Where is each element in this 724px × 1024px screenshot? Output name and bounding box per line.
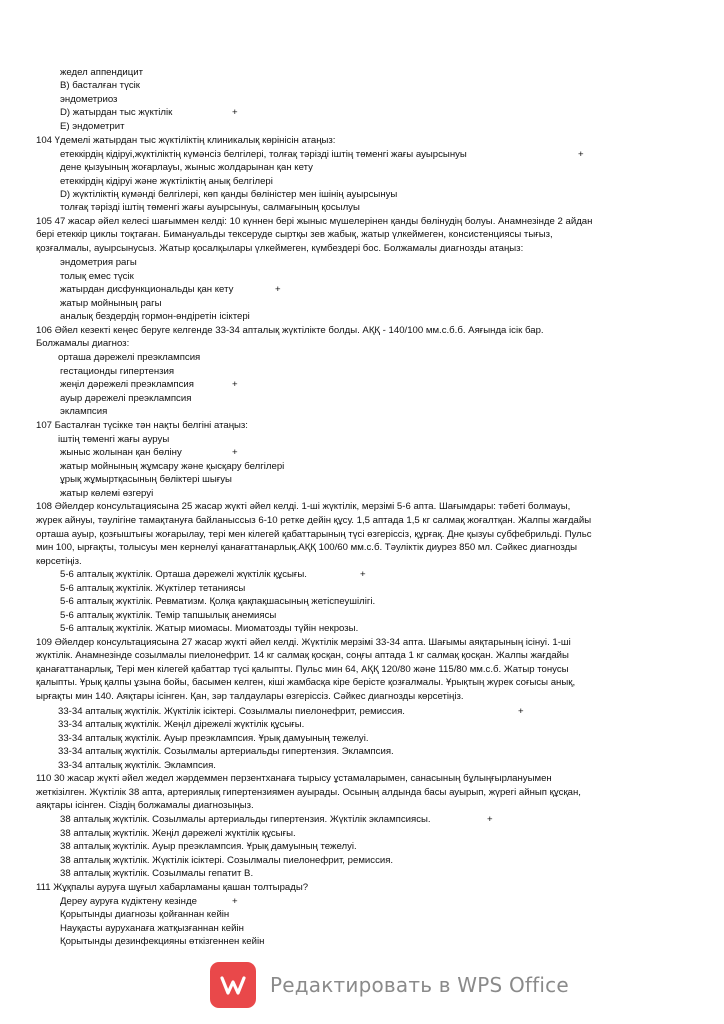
- text-line: ырғақты мин 140. Аяқтары ісінген. Қан, зәр талдаулары өзгеріссіз. Сәйкес диагнозды көрсетіңіз.: [36, 691, 464, 702]
- question-text: 109 Әйелдер консультациясына 27 жасар жүкті әйел келді. Жүктілік мерзімі 33-34 апта. Шағымы аяқтарының ісінуі. 1-ші: [36, 637, 571, 648]
- text-line: қалыпты. Ұрық қалпы ұзына бойы, басымен келген, кіші жамбасқа кіре берісте қозғалмалы. Ұрықтың жүрек соғысы анық,: [36, 677, 576, 688]
- text-line: эндометрия рагы: [60, 257, 137, 268]
- text-line: 38 апталық жүктілік. Жүктілік ісіктері. Созылмалы пиелонефрит, ремиссия.: [60, 855, 394, 866]
- text-line: жыныс жолынан қан бөліну: [60, 447, 182, 458]
- text-line: D) жүктіліктің күмәнді белгілері, көп қанды бөліністер мен ішінің ауырсынуы: [60, 189, 398, 200]
- text-line: Қорытынды диагнозы қойғаннан кейін: [60, 909, 230, 920]
- text-line: жүктілік. Анамнезінде созылмалы пиелонефрит. 14 кг салмақ қосқан, соңғы аптада 1 кг салмақ қосқан. Жалпы жағдайы: [36, 650, 569, 661]
- question-text: 107 Басталған түсікке тән нақты белгіні атаңыз:: [36, 420, 248, 431]
- text-line: 38 апталық жүктілік. Созылмалы гепатит В.: [60, 868, 254, 879]
- correct-answer-mark: +: [232, 447, 238, 458]
- text-line: D) жатырдан тыс жүктілік: [60, 107, 173, 118]
- text-line: 33-34 апталық жүктілік. Созылмалы артериальды гипертензия. Эклампсия.: [58, 746, 394, 757]
- correct-answer-mark: +: [275, 284, 281, 295]
- correct-answer-mark: +: [360, 569, 366, 580]
- text-line: 38 апталық жүктілік. Созылмалы артериальды гипертензия. Жүктілік эклампсиясы.: [60, 814, 431, 825]
- text-line: 5-6 апталық жүктілік. Ревматизм. Қолқа қақпақшасының жетіспеушілігі.: [60, 596, 376, 607]
- text-line: 38 апталық жүктілік. Ауыр преэклампсия. Ұрық дамуының тежелуі.: [60, 841, 357, 852]
- correct-answer-mark: +: [487, 814, 493, 825]
- text-line: етеккірдің кідіруі және жүктіліктің анық белгілері: [60, 176, 273, 187]
- question-text: 111 Жұқпалы ауруға шұғыл хабарламаны қашан толтырады?: [36, 882, 309, 893]
- text-line: орташа ауыр, қозғыштығы жоғарылау, тері мен кілегей қабаттарының түсі өзгеріссіз, құрғақ. Дне қызуы субфебрильді. Пульс: [36, 529, 592, 540]
- text-line: 38 апталық жүктілік. Жеңіл дәрежелі жүктілік құсығы.: [60, 828, 296, 839]
- text-line: 5-6 апталық жүктілік. Жатыр миомасы. Миоматозды түйін некрозы.: [60, 623, 359, 634]
- text-line: етеккірдің кідіруі,жүктіліктің күмәнсіз белгілері, толғақ тәрізді іштің төменгі жағы ауырсынуы: [60, 149, 467, 160]
- text-line: жеткізілген. Жүктілік 38 апта, артериялық гипертензиямен ауырады. Осының алдында басы ауырып, жүрегі айнып құсқан,: [36, 787, 581, 798]
- text-line: гестационды гипертензия: [60, 366, 175, 377]
- text-line: жатыр көлемі өзгеруі: [60, 488, 154, 499]
- text-line: жүрек айнуы, тәулігіне тамақтануға байланыссыз 6-10 ретке дейін құсу. 1,5 аптада 1,5 кг салмақ жоғалтқан. Жалпы жағдайы: [36, 515, 592, 526]
- text-line: аяқтары ісінген. Сіздің болжамалы диагнозыңыз.: [36, 800, 254, 811]
- text-line: толық емес түсік: [60, 271, 134, 282]
- correct-answer-mark: +: [578, 149, 584, 160]
- text-line: Қорытынды дезинфекцияны өткізгеннен кейін: [60, 936, 265, 947]
- question-text: 106 Әйел кезекті кеңес беруге келгенде 33-34 апталық жүктілікте болды. АҚҚ - 140/100 мм.с.б.б. Аяғында ісік бар.: [36, 325, 544, 336]
- text-line: ұрық жұмыртқасының бөліктері шығуы: [60, 474, 232, 485]
- question-text: 105 47 жасар әйел келесі шағыммен келді: 10 күннен бері жыныс мүшелерінен қанды бөлінудің болуы. Анамнезінде 2 айдан: [36, 216, 593, 227]
- text-line: Дереу ауруға күдіктену кезінде: [60, 896, 197, 907]
- text-line: жатыр мойнының жұмсару және қысқару белгілері: [60, 461, 285, 472]
- text-line: қанағаттанарлық, Тері мен кілегей қабаттар түсі қалыпты. Пульс мин 64, АҚҚ 120/80 және 115/80 мм.с.б. Жатыр тонусы: [36, 664, 569, 675]
- text-line: аналық бездердің гормон-өндіретін ісіктері: [60, 311, 250, 322]
- text-line: іштің төменгі жағы ауруы: [58, 434, 170, 445]
- text-line: 33-34 апталық жүктілік. Жеңіл дірежелі жүктілік құсығы.: [58, 719, 305, 730]
- text-line: мин 100, ырғақты, толысуы мен кернелуі қанағаттанарлық.АҚҚ 100/60 мм.с.б. Тәуліктік диурез 850 мл. Сәйкес диагнозды: [36, 542, 578, 553]
- text-line: эклампсия: [60, 406, 108, 417]
- text-line: 33-34 апталық жүктілік. Ауыр преэклампсия. Ұрық дамуының тежелуі.: [58, 733, 369, 744]
- text-line: 5-6 апталық жүктілік. Орташа дәрежелі жүктілік құсығы.: [60, 569, 307, 580]
- question-text: 110 30 жасар жүкті әйел жедел жәрдеммен перзентханаға тырысу ұстамаларымен, санасының бұлыңғырлануымен: [36, 773, 552, 784]
- text-line: дене қызуының жоғарлауы, жыныс жолдарынан қан кету: [60, 162, 313, 173]
- text-line: орташа дәрежелі преэклампсия: [58, 352, 201, 363]
- correct-answer-mark: +: [232, 379, 238, 390]
- question-text: 108 Әйелдер консультациясына 25 жасар жүкті әйел келді. 1-ші жүктілік, мерзімі 5-6 апта. Шағымдары: тәбеті болмауы,: [36, 501, 571, 512]
- correct-answer-mark: +: [232, 107, 238, 118]
- text-line: толғақ тәрізді іштің төменгі жағы ауырсынуы, салмағының қосылуы: [60, 202, 360, 213]
- text-line: көрсетіңіз.: [36, 556, 82, 567]
- text-line: Науқасты ауруханаға жатқызғаннан кейін: [60, 923, 244, 934]
- edit-in-wps-label[interactable]: Редактировать в WPS Office: [270, 973, 569, 997]
- text-line: қозғалмалы, ауырсынусыз. Жатыр қосалқылары үлкеймеген, күмбездері бос. Болжамалы диагнозды атаңыз:: [36, 243, 524, 254]
- text-line: 33-34 апталық жүктілік. Эклампсия.: [58, 760, 216, 771]
- text-line: жатырдан дисфункциональды қан кету: [60, 284, 234, 295]
- text-line: Болжамалы диагноз:: [36, 338, 130, 349]
- text-line: ауыр дәрежелі преэклампсия: [60, 393, 192, 404]
- text-line: 33-34 апталық жүктілік. Жүктілік ісіктері. Созылмалы пиелонефрит, ремиссия.: [58, 706, 405, 717]
- question-text: 104 Үдемелі жатырдан тыс жүктіліктің клиникалық көрінісін атаңыз:: [36, 135, 336, 146]
- text-line: бері етеккір циклы тоқтаған. Бимануальды тексеруде сыртқы зев жабық, жатыр үлкеймеген, консистенциясы тығыз,: [36, 229, 553, 240]
- correct-answer-mark: +: [232, 896, 238, 907]
- wps-logo-icon: [210, 962, 256, 1008]
- text-line: жеңіл дәрежелі преэклампсия: [60, 379, 194, 390]
- text-line: B) басталған түсік: [60, 80, 141, 91]
- text-line: эндометриоз: [60, 94, 118, 105]
- text-line: 5-6 апталық жүктілік. Темір тапшылық анемиясы: [60, 610, 277, 621]
- text-line: 5-6 апталық жүктілік. Жүктілер тетаниясы: [60, 583, 246, 594]
- text-line: жедел аппендицит: [60, 67, 143, 78]
- text-line: E) эндометрит: [60, 121, 125, 132]
- text-line: жатыр мойнының рагы: [60, 298, 162, 309]
- correct-answer-mark: +: [518, 706, 524, 717]
- edit-in-wps-banner[interactable]: [210, 961, 569, 1009]
